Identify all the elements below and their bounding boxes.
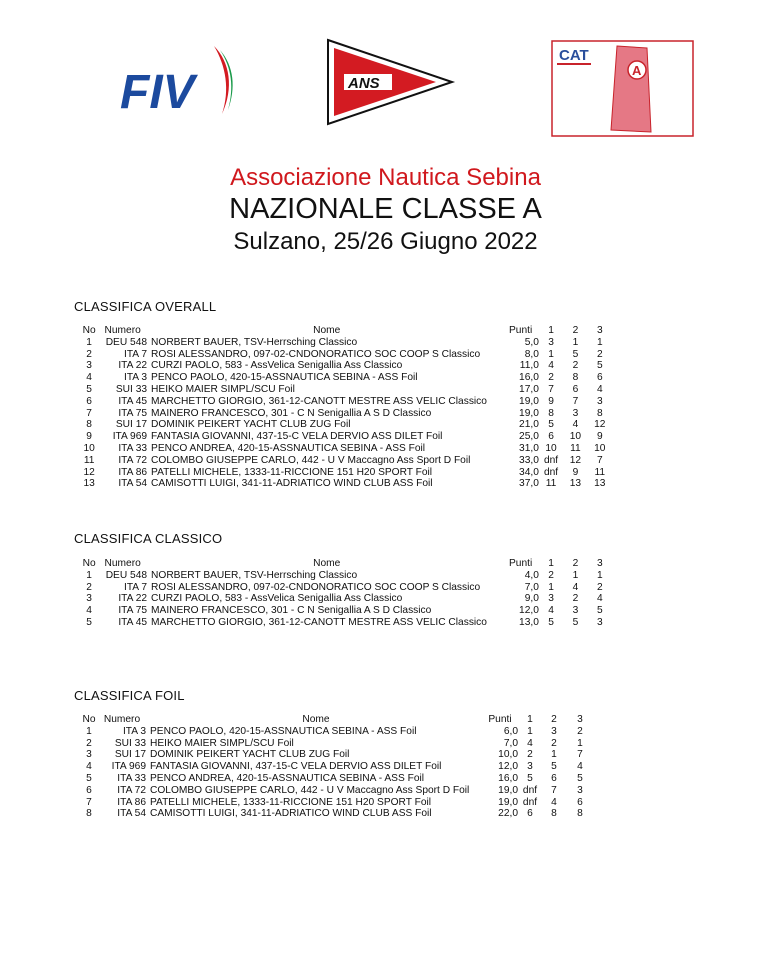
- race-3-cell: 7: [577, 749, 583, 761]
- race-1-cell: 11: [545, 478, 557, 490]
- sailor-name-cell: MAINERO FRANCESCO, 301 - C N Senigallia A S D Classico: [151, 605, 432, 617]
- col-numero: Numero: [104, 558, 141, 569]
- table-row: [80, 749, 594, 761]
- race-1-cell: dnf: [522, 796, 538, 808]
- table-row: [80, 605, 612, 617]
- rank-cell: 7: [86, 796, 92, 808]
- race-2-cell: 11: [570, 442, 581, 454]
- sail-number-cell: ITA 45: [118, 616, 148, 628]
- sailor-name-cell: CURZI PAOLO, 583 - AssVelica Senigallia Ass Classico: [151, 593, 403, 605]
- race-1-cell: 8: [548, 407, 554, 419]
- sail-number-cell: ITA 22: [118, 593, 148, 605]
- race-3-cell: 4: [577, 761, 583, 773]
- col-numero: Numero: [104, 325, 141, 336]
- points-cell: 33,0: [519, 454, 539, 466]
- points-cell: 4,0: [524, 569, 539, 581]
- points-cell: 11,0: [519, 360, 539, 372]
- rank-cell: 3: [86, 360, 92, 372]
- rank-cell: 8: [86, 419, 92, 431]
- ans-burgee-graphic: [326, 38, 456, 128]
- col-no: No: [82, 325, 96, 336]
- ans-logo-text: ANS: [348, 75, 380, 92]
- rank-cell: 2: [86, 581, 92, 593]
- race-2-cell: 4: [572, 419, 579, 431]
- race-2-cell: 10: [569, 431, 582, 443]
- race-2-cell: 1: [572, 569, 579, 581]
- sail-number-cell: ITA 54: [118, 478, 148, 490]
- rank-cell: 10: [83, 442, 95, 454]
- table-row: [80, 337, 612, 349]
- sail-number-cell: ITA 45: [118, 395, 148, 407]
- sailor-name-cell: HEIKO MAIER SIMPL/SCU Foil: [150, 737, 294, 749]
- sail-number-cell: ITA 33: [117, 772, 146, 784]
- sail-number-cell: ITA 75: [118, 407, 148, 419]
- rank-cell: 5: [86, 383, 92, 395]
- race-3-cell: 2: [596, 581, 603, 593]
- classico-title: CLASSIFICA CLASSICO: [74, 531, 223, 546]
- col-no: No: [82, 714, 96, 725]
- col-nome: Nome: [302, 714, 330, 725]
- points-cell: 9,0: [524, 593, 539, 605]
- event-venue-date: Sulzano, 25/26 Giugno 2022: [233, 228, 538, 255]
- overall-header-row: [80, 325, 612, 337]
- sailor-name-cell: ROSI ALESSANDRO, 097-02-CNDONORATICO SOC COOP S Classico: [151, 348, 481, 360]
- race-1-cell: 1: [548, 348, 554, 360]
- rank-cell: 11: [83, 454, 95, 466]
- col-numero: Numero: [103, 714, 141, 725]
- points-cell: 19,0: [519, 395, 539, 407]
- overall-table: [80, 325, 612, 490]
- table-row: [80, 443, 612, 455]
- race-3-cell: 3: [596, 616, 603, 628]
- points-cell: 7,0: [524, 581, 539, 593]
- points-cell: 12,0: [498, 761, 518, 773]
- rank-cell: 3: [86, 749, 92, 761]
- race-3-cell: 7: [596, 454, 603, 466]
- rank-cell: 5: [86, 616, 92, 628]
- points-cell: 25,0: [519, 431, 539, 443]
- race-3-cell: 9: [596, 431, 603, 443]
- rank-cell: 8: [86, 808, 92, 820]
- race-1-cell: dnf: [543, 454, 559, 466]
- table-row: [80, 360, 612, 372]
- race-1-cell: 2: [527, 749, 533, 761]
- race-3-cell: 13: [594, 478, 606, 490]
- rank-cell: 4: [86, 605, 92, 617]
- points-cell: 37,0: [519, 478, 539, 490]
- points-cell: 21,0: [519, 419, 539, 431]
- race-2-cell: 6: [572, 383, 579, 395]
- points-cell: 19,0: [498, 784, 518, 796]
- race-1-cell: 2: [548, 569, 554, 581]
- table-row: [80, 372, 612, 384]
- sailor-name-cell: PENCO ANDREA, 420-15-ASSNAUTICA SEBINA - ASS Foil: [151, 442, 426, 454]
- table-row: [80, 349, 612, 361]
- race-3-cell: 4: [596, 383, 603, 395]
- points-cell: 10,0: [498, 749, 518, 761]
- col-race-1: 1: [527, 714, 533, 725]
- rank-cell: 6: [86, 395, 92, 407]
- race-1-cell: 2: [548, 372, 554, 384]
- sail-number-cell: ITA 54: [117, 808, 146, 820]
- table-row: [80, 478, 612, 490]
- sailor-name-cell: HEIKO MAIER SIMPL/SCU Foil: [151, 383, 295, 395]
- sail-number-cell: ITA 969: [111, 761, 146, 773]
- sailor-name-cell: PATELLI MICHELE, 1333-11-RICCIONE 151 H20 SPORT Foil: [150, 796, 432, 808]
- classico-table: [80, 558, 612, 629]
- sail-number-cell: ITA 969: [112, 431, 148, 443]
- event-title: NAZIONALE CLASSE A: [229, 193, 542, 225]
- race-2-cell: 1: [572, 336, 579, 348]
- foil-header-row: [80, 714, 594, 726]
- race-2-cell: 6: [551, 772, 557, 784]
- club-name: Associazione Nautica Sebina: [230, 164, 541, 191]
- race-1-cell: 5: [548, 419, 554, 431]
- race-2-cell: 4: [551, 796, 557, 808]
- race-3-cell: 5: [596, 360, 603, 372]
- race-1-cell: 1: [527, 725, 533, 737]
- race-1-cell: 1: [548, 581, 554, 593]
- rank-cell: 2: [86, 348, 92, 360]
- sail-number-cell: ITA 75: [118, 605, 148, 617]
- race-1-cell: 3: [548, 336, 554, 348]
- race-3-cell: 8: [577, 808, 583, 820]
- race-3-cell: 5: [596, 605, 603, 617]
- sailor-name-cell: CAMISOTTI LUIGI, 341-11-ADRIATICO WIND CLUB ASS Foil: [151, 478, 433, 490]
- race-1-cell: 6: [527, 808, 533, 820]
- col-punti: Punti: [488, 714, 512, 725]
- rank-cell: 1: [86, 725, 92, 737]
- rank-cell: 9: [86, 431, 92, 443]
- col-race-2: 2: [551, 714, 557, 725]
- rank-cell: 4: [86, 761, 92, 773]
- col-punti: Punti: [508, 558, 533, 569]
- rank-cell: 2: [86, 737, 92, 749]
- sail-number-cell: ITA 33: [118, 442, 148, 454]
- classico-header-row: [80, 558, 612, 570]
- points-cell: 19,0: [498, 796, 518, 808]
- rank-cell: 12: [83, 466, 95, 478]
- table-row: [80, 384, 612, 396]
- race-3-cell: 1: [596, 336, 603, 348]
- race-1-cell: dnf: [543, 466, 559, 478]
- col-punti: Punti: [508, 325, 533, 336]
- race-2-cell: 2: [572, 593, 579, 605]
- rank-cell: 4: [86, 372, 92, 384]
- race-2-cell: 7: [551, 784, 557, 796]
- rank-cell: 5: [86, 772, 92, 784]
- col-race-2: 2: [572, 558, 579, 569]
- sail-number-cell: SUI 33: [115, 383, 148, 395]
- points-cell: 5,0: [524, 336, 539, 348]
- points-cell: 17,0: [519, 383, 539, 395]
- sail-number-cell: SUI 17: [115, 419, 148, 431]
- race-1-cell: 5: [548, 616, 554, 628]
- table-row: [80, 570, 612, 582]
- sail-number-cell: ITA 3: [124, 372, 148, 384]
- col-race-3: 3: [577, 714, 583, 725]
- race-1-cell: 4: [527, 737, 533, 749]
- fiv-logo: [118, 40, 248, 120]
- sailor-name-cell: MARCHETTO GIORGIO, 361-12-CANOTT MESTRE ASS VELIC Classico: [151, 395, 487, 407]
- rank-cell: 6: [86, 784, 92, 796]
- points-cell: 12,0: [519, 605, 539, 617]
- sailor-name-cell: COLOMBO GIUSEPPE CARLO, 442 - U V Maccagno Ass Sport D Foil: [151, 454, 471, 466]
- race-1-cell: dnf: [522, 784, 538, 796]
- race-3-cell: 3: [577, 784, 583, 796]
- sail-number-cell: ITA 22: [118, 360, 148, 372]
- race-3-cell: 12: [594, 419, 606, 431]
- race-3-cell: 6: [596, 372, 603, 384]
- sailor-name-cell: CURZI PAOLO, 583 - AssVelica Senigallia Ass Classico: [151, 360, 403, 372]
- col-race-1: 1: [548, 558, 554, 569]
- race-2-cell: 1: [551, 749, 557, 761]
- sailor-name-cell: NORBERT BAUER, TSV-Herrsching Classico: [151, 569, 358, 581]
- cat-logo-mark: A: [632, 63, 642, 78]
- sailor-name-cell: FANTASIA GIOVANNI, 437-15-C VELA DERVIO ASS DILET Foil: [151, 431, 443, 443]
- race-3-cell: 5: [577, 772, 583, 784]
- col-race-3: 3: [596, 558, 603, 569]
- table-row: [80, 617, 612, 629]
- sail-number-cell: SUI 17: [114, 749, 146, 761]
- table-row: [80, 467, 612, 479]
- race-2-cell: 5: [572, 616, 579, 628]
- race-3-cell: 2: [596, 348, 603, 360]
- race-3-cell: 1: [577, 737, 583, 749]
- race-2-cell: 2: [572, 360, 579, 372]
- sailor-name-cell: DOMINIK PEIKERT YACHT CLUB ZUG Foil: [150, 749, 350, 761]
- table-row: [80, 593, 612, 605]
- rank-cell: 1: [86, 569, 92, 581]
- race-2-cell: 2: [551, 737, 557, 749]
- col-race-2: 2: [572, 325, 579, 336]
- points-cell: 13,0: [519, 616, 539, 628]
- table-row: [80, 726, 594, 738]
- race-3-cell: 4: [596, 593, 603, 605]
- fiv-logo-graphic: [118, 40, 248, 120]
- table-row: [80, 738, 594, 750]
- table-row: [80, 582, 612, 594]
- sail-number-cell: ITA 7: [124, 581, 148, 593]
- table-row: [80, 455, 612, 467]
- race-3-cell: 2: [577, 725, 583, 737]
- points-cell: 34,0: [519, 466, 539, 478]
- sailor-name-cell: CAMISOTTI LUIGI, 341-11-ADRIATICO WIND CLUB ASS Foil: [150, 808, 432, 820]
- race-2-cell: 5: [572, 348, 579, 360]
- table-row: [80, 396, 612, 408]
- foil-title: CLASSIFICA FOIL: [74, 688, 185, 703]
- race-1-cell: 5: [527, 772, 533, 784]
- sailor-name-cell: ROSI ALESSANDRO, 097-02-CNDONORATICO SOC COOP S Classico: [151, 581, 481, 593]
- rank-cell: 3: [86, 593, 92, 605]
- sailor-name-cell: MAINERO FRANCESCO, 301 - C N Senigallia A S D Classico: [151, 407, 432, 419]
- sailor-name-cell: PENCO ANDREA, 420-15-ASSNAUTICA SEBINA - ASS Foil: [150, 772, 425, 784]
- col-no: No: [82, 558, 96, 569]
- race-3-cell: 1: [596, 569, 603, 581]
- sail-number-cell: ITA 7: [124, 348, 148, 360]
- fiv-logo-text: FIV: [120, 66, 195, 119]
- table-row: [80, 408, 612, 420]
- col-race-1: 1: [548, 325, 554, 336]
- table-row: [80, 773, 594, 785]
- points-cell: 16,0: [519, 372, 539, 384]
- sailor-name-cell: PENCO PAOLO, 420-15-ASSNAUTICA SEBINA - ASS Foil: [150, 725, 417, 737]
- sailor-name-cell: PATELLI MICHELE, 1333-11-RICCIONE 151 H20 SPORT Foil: [151, 466, 433, 478]
- sail-number-cell: ITA 3: [122, 725, 146, 737]
- race-2-cell: 7: [572, 395, 579, 407]
- race-3-cell: 3: [596, 395, 603, 407]
- race-1-cell: 10: [545, 442, 557, 454]
- sailor-name-cell: PENCO PAOLO, 420-15-ASSNAUTICA SEBINA - ASS Foil: [151, 372, 418, 384]
- rank-cell: 1: [86, 336, 92, 348]
- race-1-cell: 3: [527, 761, 533, 773]
- race-1-cell: 4: [548, 605, 554, 617]
- ans-burgee-logo: [326, 38, 456, 128]
- col-race-3: 3: [596, 325, 603, 336]
- cat-class-graphic: [551, 40, 694, 137]
- sailor-name-cell: FANTASIA GIOVANNI, 437-15-C VELA DERVIO ASS DILET Foil: [150, 761, 442, 773]
- race-1-cell: 6: [548, 431, 554, 443]
- sail-number-cell: DEU 548: [105, 569, 148, 581]
- race-1-cell: 3: [548, 593, 554, 605]
- table-row: [80, 808, 594, 820]
- rank-cell: 7: [86, 407, 92, 419]
- table-row: [80, 419, 612, 431]
- sailor-name-cell: COLOMBO GIUSEPPE CARLO, 442 - U V Maccagno Ass Sport D Foil: [150, 784, 470, 796]
- table-row: [80, 785, 594, 797]
- race-2-cell: 12: [569, 454, 582, 466]
- sail-number-cell: ITA 72: [117, 784, 146, 796]
- sailor-name-cell: NORBERT BAUER, TSV-Herrsching Classico: [151, 336, 358, 348]
- table-row: [80, 797, 594, 809]
- race-2-cell: 4: [572, 581, 579, 593]
- race-3-cell: 8: [596, 407, 603, 419]
- race-1-cell: 4: [548, 360, 554, 372]
- points-cell: 8,0: [524, 348, 539, 360]
- rank-cell: 13: [83, 478, 95, 490]
- cat-logo-text: CAT: [559, 47, 589, 64]
- col-nome: Nome: [313, 558, 341, 569]
- race-2-cell: 5: [551, 761, 557, 773]
- points-cell: 19,0: [519, 407, 539, 419]
- race-1-cell: 7: [548, 383, 554, 395]
- overall-title: CLASSIFICA OVERALL: [74, 299, 217, 314]
- race-2-cell: 3: [572, 407, 579, 419]
- race-2-cell: 9: [572, 466, 579, 478]
- points-cell: 16,0: [498, 772, 518, 784]
- foil-table: [80, 714, 594, 820]
- race-2-cell: 3: [572, 605, 579, 617]
- sailor-name-cell: DOMINIK PEIKERT YACHT CLUB ZUG Foil: [151, 419, 351, 431]
- points-cell: 22,0: [498, 808, 518, 820]
- race-1-cell: 9: [548, 395, 554, 407]
- table-row: [80, 431, 612, 443]
- sailor-name-cell: MARCHETTO GIORGIO, 361-12-CANOTT MESTRE ASS VELIC Classico: [151, 616, 487, 628]
- points-cell: 31,0: [519, 442, 539, 454]
- race-2-cell: 8: [551, 808, 557, 820]
- race-2-cell: 8: [572, 372, 579, 384]
- race-3-cell: 11: [594, 466, 606, 478]
- table-row: [80, 761, 594, 773]
- sail-number-cell: DEU 548: [105, 336, 148, 348]
- race-2-cell: 3: [551, 725, 557, 737]
- col-nome: Nome: [313, 325, 341, 336]
- race-2-cell: 13: [569, 478, 582, 490]
- sail-number-cell: SUI 33: [114, 737, 146, 749]
- points-cell: 7,0: [503, 737, 518, 749]
- sail-number-cell: ITA 86: [118, 466, 148, 478]
- cat-class-logo: [551, 40, 694, 137]
- points-cell: 6,0: [503, 725, 518, 737]
- sail-number-cell: ITA 86: [117, 796, 146, 808]
- race-3-cell: 6: [577, 796, 583, 808]
- race-3-cell: 10: [594, 442, 606, 454]
- sail-number-cell: ITA 72: [118, 454, 148, 466]
